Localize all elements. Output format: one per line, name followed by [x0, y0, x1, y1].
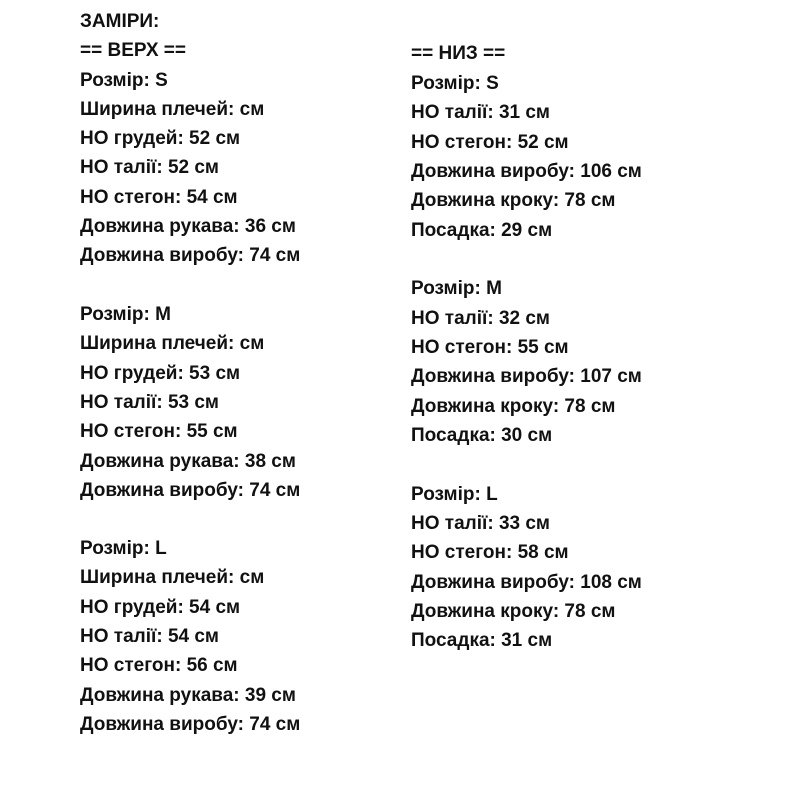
top-size-m-waist: НО талії: 53 см: [80, 392, 219, 413]
top-size-m-hips: НО стегон: 55 см: [80, 421, 238, 442]
top-size-s-hips: НО стегон: 54 см: [80, 187, 238, 208]
bottom-section-heading: == НИЗ ==: [411, 43, 506, 64]
bottom-size-l-label: Розмір: L: [411, 484, 498, 505]
bottom-size-s-label: Розмір: S: [411, 73, 499, 94]
bottom-size-l-rise: Посадка: 31 см: [411, 630, 553, 651]
bottom-size-l-waist: НО талії: 33 см: [411, 513, 550, 534]
top-size-s-length: Довжина виробу: 74 см: [80, 245, 301, 266]
bottom-size-m-label: Розмір: M: [411, 278, 502, 299]
top-size-m-sleeve: Довжина рукава: 38 см: [80, 451, 296, 472]
top-size-s-label: Розмір: S: [80, 70, 168, 91]
top-size-s-sleeve: Довжина рукава: 36 см: [80, 216, 296, 237]
top-size-l-hips: НО стегон: 56 см: [80, 655, 238, 676]
bottom-size-l-length: Довжина виробу: 108 см: [411, 572, 642, 593]
document-title: ЗАМІРИ:: [80, 11, 160, 32]
bottom-size-l-inseam: Довжина кроку: 78 см: [411, 601, 616, 622]
top-size-m-chest: НО грудей: 53 см: [80, 363, 241, 384]
bottom-size-s-hips: НО стегон: 52 см: [411, 132, 569, 153]
top-size-l-sleeve: Довжина рукава: 39 см: [80, 685, 296, 706]
bottom-size-s-inseam: Довжина кроку: 78 см: [411, 190, 616, 211]
top-size-s-shoulder: Ширина плечей: см: [80, 99, 265, 120]
top-size-s-waist: НО талії: 52 см: [80, 157, 219, 178]
bottom-size-l-hips: НО стегон: 58 см: [411, 542, 569, 563]
top-size-l-shoulder: Ширина плечей: см: [80, 567, 265, 588]
bottom-size-m-waist: НО талії: 32 см: [411, 308, 550, 329]
top-size-l-length: Довжина виробу: 74 см: [80, 714, 301, 735]
bottom-size-s-waist: НО талії: 31 см: [411, 102, 550, 123]
bottom-size-m-length: Довжина виробу: 107 см: [411, 366, 642, 387]
top-size-s-chest: НО грудей: 52 см: [80, 128, 241, 149]
top-size-l-chest: НО грудей: 54 см: [80, 597, 241, 618]
bottom-size-s-length: Довжина виробу: 106 см: [411, 161, 642, 182]
bottom-size-s-rise: Посадка: 29 см: [411, 220, 553, 241]
top-size-m-length: Довжина виробу: 74 см: [80, 480, 301, 501]
bottom-size-m-inseam: Довжина кроку: 78 см: [411, 396, 616, 417]
top-size-l-label: Розмір: L: [80, 538, 167, 559]
top-size-m-label: Розмір: M: [80, 304, 171, 325]
top-size-m-shoulder: Ширина плечей: см: [80, 333, 265, 354]
top-section-heading: == ВЕРХ ==: [80, 40, 186, 61]
bottom-size-m-hips: НО стегон: 55 см: [411, 337, 569, 358]
top-size-l-waist: НО талії: 54 см: [80, 626, 219, 647]
bottom-size-m-rise: Посадка: 30 см: [411, 425, 553, 446]
